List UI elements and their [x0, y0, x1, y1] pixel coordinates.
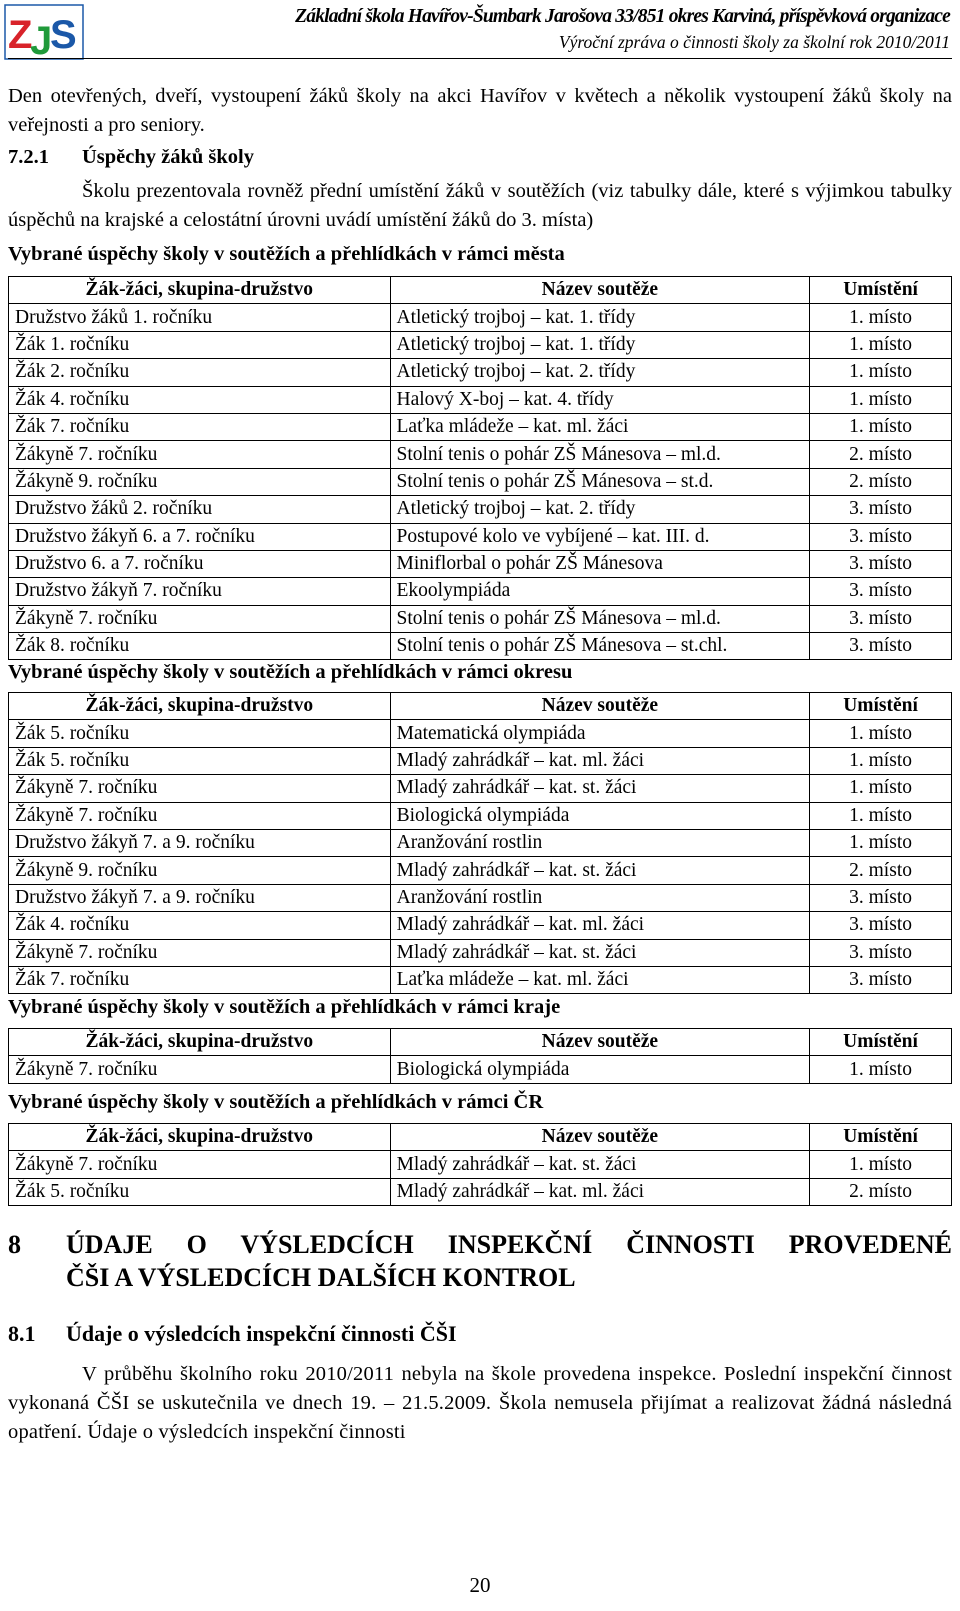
- place-cell: 1. místo: [810, 802, 952, 829]
- contest-cell: Laťka mládeže – kat. ml. žáci: [390, 413, 810, 440]
- table-district-title: Vybrané úspěchy školy v soutěžích a přehlídkách v rámci okresu: [8, 661, 573, 683]
- student-cell: Žák 2. ročníku: [9, 359, 391, 386]
- header-school-name: Základní škola Havířov-Šumbark Jarošova 33/851 okres Karviná, příspěvková organizace: [295, 6, 950, 27]
- column-header-contest: Název soutěže: [390, 277, 810, 304]
- table-row: [9, 966, 952, 993]
- student-cell: Žák 7. ročníku: [9, 966, 391, 993]
- table-district: [8, 692, 952, 994]
- place-cell: 1. místo: [810, 331, 952, 358]
- place-cell: 1. místo: [810, 1151, 952, 1178]
- student-cell: Žákyně 9. ročníku: [9, 468, 391, 495]
- table-row: [9, 829, 952, 856]
- contest-cell: Aranžování rostlin: [390, 829, 810, 856]
- section-number: 8.1: [8, 1321, 36, 1346]
- student-cell: Žákyně 7. ročníku: [9, 1056, 391, 1083]
- student-cell: Žákyně 7. ročníku: [9, 775, 391, 802]
- svg-text:Z: Z: [8, 13, 33, 57]
- student-cell: Žák 8. ročníku: [9, 633, 391, 660]
- column-header-place: Umístění: [810, 693, 952, 720]
- section-7-2-1-heading: [8, 146, 254, 169]
- column-header-contest: Název soutěže: [390, 693, 810, 720]
- column-header-contest: Název soutěže: [390, 1029, 809, 1056]
- contest-cell: Biologická olympiáda: [390, 802, 810, 829]
- place-cell: 2. místo: [810, 468, 952, 495]
- student-cell: Družstvo žákyň 7. a 9. ročníku: [9, 884, 391, 911]
- student-cell: Žákyně 7. ročníku: [9, 939, 391, 966]
- table-region-title: Vybrané úspěchy školy v soutěžích a přehlídkách v rámci kraje: [8, 996, 561, 1018]
- section-7-2-1-text: Školu prezentovala rovněž přední umístění žáků v soutěžích (viz tabulky dále, které s výjimkou tabulky úspěchů na krajské a celostátní úrovni uvádí umístění žáků do 3. místa): [8, 180, 952, 231]
- student-cell: Družstvo žáků 2. ročníku: [9, 496, 391, 523]
- contest-cell: Mladý zahrádkář – kat. ml. žáci: [390, 1178, 810, 1205]
- student-cell: Žákyně 7. ročníku: [9, 441, 391, 468]
- contest-cell: Mladý zahrádkář – kat. ml. žáci: [390, 747, 810, 774]
- contest-cell: Atletický trojboj – kat. 2. třídy: [390, 496, 810, 523]
- section-8-1-text: V průběhu školního roku 2010/2011 nebyla na škole provedena inspekce. Poslední inspekční činnost vykonaná ČŠI se uskutečnila ve dnech 19. – 21.5.2009. Škola nemusela přijímat a realizovat žádná následná opatření. Údaje o výsledcích inspekční činnosti: [8, 1363, 952, 1443]
- student-cell: Družstvo žákyň 7. a 9. ročníku: [9, 829, 391, 856]
- place-cell: 3. místo: [810, 496, 952, 523]
- table-row: [9, 496, 952, 523]
- student-cell: Družstvo žákyň 7. ročníku: [9, 578, 391, 605]
- header-report-title: Výroční zpráva o činnosti školy za školní rok 2010/2011: [558, 32, 950, 52]
- contest-cell: Mladý zahrádkář – kat. st. žáci: [390, 775, 810, 802]
- student-cell: Žák 1. ročníku: [9, 331, 391, 358]
- student-cell: Žák 5. ročníku: [9, 720, 391, 747]
- place-cell: 3. místo: [810, 884, 952, 911]
- contest-cell: Stolní tenis o pohár ZŠ Mánesova – ml.d.: [390, 441, 810, 468]
- contest-cell: Ekoolympiáda: [390, 578, 810, 605]
- table-row: [9, 578, 952, 605]
- contest-cell: Aranžování rostlin: [390, 884, 810, 911]
- student-cell: Družstvo 6. a 7. ročníku: [9, 550, 391, 577]
- contest-cell: Atletický trojboj – kat. 1. třídy: [390, 331, 810, 358]
- student-cell: Žákyně 9. ročníku: [9, 857, 391, 884]
- place-cell: 1. místo: [810, 775, 952, 802]
- table-country-title: Vybrané úspěchy školy v soutěžích a přehlídkách v rámci ČR: [8, 1091, 544, 1113]
- school-logo: [4, 4, 84, 60]
- place-cell: 3. místo: [810, 633, 952, 660]
- table-row: [9, 523, 952, 550]
- chapter-8-heading: [8, 1228, 952, 1298]
- table-row: [9, 386, 952, 413]
- place-cell: 3. místo: [810, 912, 952, 939]
- student-cell: Žákyně 7. ročníku: [9, 605, 391, 632]
- student-cell: Žák 5. ročníku: [9, 1178, 391, 1205]
- student-cell: Družstvo žáků 1. ročníku: [9, 304, 391, 331]
- section-8-1-heading: [8, 1321, 457, 1347]
- contest-cell: Mladý zahrádkář – kat. st. žáci: [390, 857, 810, 884]
- table-row: [9, 1151, 952, 1178]
- place-cell: 1. místo: [810, 829, 952, 856]
- table-row: [9, 747, 952, 774]
- place-cell: 3. místo: [810, 578, 952, 605]
- intro-paragraph: Den otevřených, dveří, vystoupení žáků školy na akci Havířov v květech a několik vystoupení žáků školy na veřejnosti a pro seniory.: [8, 85, 952, 136]
- table-row: [9, 775, 952, 802]
- contest-cell: Postupové kolo ve vybíjené – kat. III. d.: [390, 523, 810, 550]
- contest-cell: Laťka mládeže – kat. ml. žáci: [390, 966, 810, 993]
- place-cell: 2. místo: [810, 441, 952, 468]
- contest-cell: Mladý zahrádkář – kat. ml. žáci: [390, 912, 810, 939]
- place-cell: 3. místo: [810, 605, 952, 632]
- place-cell: 1. místo: [810, 386, 952, 413]
- column-header-place: Umístění: [810, 1124, 952, 1151]
- table-row: [9, 857, 952, 884]
- svg-text:S: S: [50, 13, 77, 57]
- student-cell: Žák 4. ročníku: [9, 386, 391, 413]
- contest-cell: Mladý zahrádkář – kat. st. žáci: [390, 939, 810, 966]
- contest-cell: Halový X-boj – kat. 4. třídy: [390, 386, 810, 413]
- table-row: [9, 304, 952, 331]
- student-cell: Žákyně 7. ročníku: [9, 1151, 391, 1178]
- contest-cell: Stolní tenis o pohár ZŠ Mánesova – st.chl.: [390, 633, 810, 660]
- place-cell: 3. místo: [810, 550, 952, 577]
- table-row: [9, 331, 952, 358]
- place-cell: 2. místo: [810, 857, 952, 884]
- table-row: [9, 720, 952, 747]
- column-header-student: Žák-žáci, skupina-družstvo: [9, 277, 391, 304]
- column-header-student: Žák-žáci, skupina-družstvo: [9, 693, 391, 720]
- page-number: 20: [469, 1573, 491, 1597]
- contest-cell: Mladý zahrádkář – kat. st. žáci: [390, 1151, 810, 1178]
- table-row: [9, 912, 952, 939]
- contest-cell: Miniflorbal o pohár ZŠ Mánesova: [390, 550, 810, 577]
- table-row: [9, 1056, 952, 1083]
- header-divider: [8, 58, 952, 59]
- table-country: [8, 1123, 952, 1206]
- place-cell: 3. místo: [810, 966, 952, 993]
- place-cell: 1. místo: [810, 359, 952, 386]
- section-title: Úspěchy žáků školy: [82, 146, 255, 168]
- chapter-title-line-1: ÚDAJE O VÝSLEDCÍCH INSPEKČNÍ ČINNOSTI PROVEDENÉ: [66, 1230, 952, 1259]
- table-row: [9, 550, 952, 577]
- column-header-place: Umístění: [810, 1029, 952, 1056]
- student-cell: Žák 5. ročníku: [9, 747, 391, 774]
- table-row: [9, 359, 952, 386]
- student-cell: Žákyně 7. ročníku: [9, 802, 391, 829]
- section-number: 7.2.1: [8, 146, 49, 168]
- section-title: Údaje o výsledcích inspekční činnosti ČŠI: [66, 1321, 457, 1346]
- place-cell: 2. místo: [810, 1178, 952, 1205]
- student-cell: Žák 7. ročníku: [9, 413, 391, 440]
- table-region: [8, 1028, 952, 1084]
- place-cell: 1. místo: [810, 747, 952, 774]
- contest-cell: Matematická olympiáda: [390, 720, 810, 747]
- svg-text:J: J: [30, 19, 53, 60]
- student-cell: Žák 4. ročníku: [9, 912, 391, 939]
- place-cell: 1. místo: [810, 1056, 952, 1083]
- contest-cell: Stolní tenis o pohár ZŠ Mánesova – ml.d.: [390, 605, 810, 632]
- table-city: [8, 276, 952, 660]
- place-cell: 3. místo: [810, 523, 952, 550]
- table-row: [9, 413, 952, 440]
- contest-cell: Stolní tenis o pohár ZŠ Mánesova – st.d.: [390, 468, 810, 495]
- column-header-place: Umístění: [810, 277, 952, 304]
- table-row: [9, 939, 952, 966]
- column-header-student: Žák-žáci, skupina-družstvo: [9, 1124, 391, 1151]
- table-row: [9, 441, 952, 468]
- contest-cell: Atletický trojboj – kat. 1. třídy: [390, 304, 810, 331]
- chapter-number: 8: [8, 1230, 21, 1259]
- column-header-student: Žák-žáci, skupina-družstvo: [9, 1029, 391, 1056]
- column-header-contest: Název soutěže: [390, 1124, 810, 1151]
- contest-cell: Atletický trojboj – kat. 2. třídy: [390, 359, 810, 386]
- contest-cell: Biologická olympiáda: [390, 1056, 809, 1083]
- place-cell: 1. místo: [810, 304, 952, 331]
- table-row: [9, 884, 952, 911]
- table-row: [9, 1178, 952, 1205]
- place-cell: 3. místo: [810, 939, 952, 966]
- table-row: [9, 468, 952, 495]
- table-row: [9, 633, 952, 660]
- table-city-title: Vybrané úspěchy školy v soutěžích a přehlídkách v rámci města: [8, 243, 565, 265]
- table-row: [9, 802, 952, 829]
- place-cell: 1. místo: [810, 413, 952, 440]
- student-cell: Družstvo žákyň 6. a 7. ročníku: [9, 523, 391, 550]
- chapter-title-line-2: ČŠI A VÝSLEDCÍCH DALŠÍCH KONTROL: [66, 1263, 576, 1292]
- place-cell: 1. místo: [810, 720, 952, 747]
- table-row: [9, 605, 952, 632]
